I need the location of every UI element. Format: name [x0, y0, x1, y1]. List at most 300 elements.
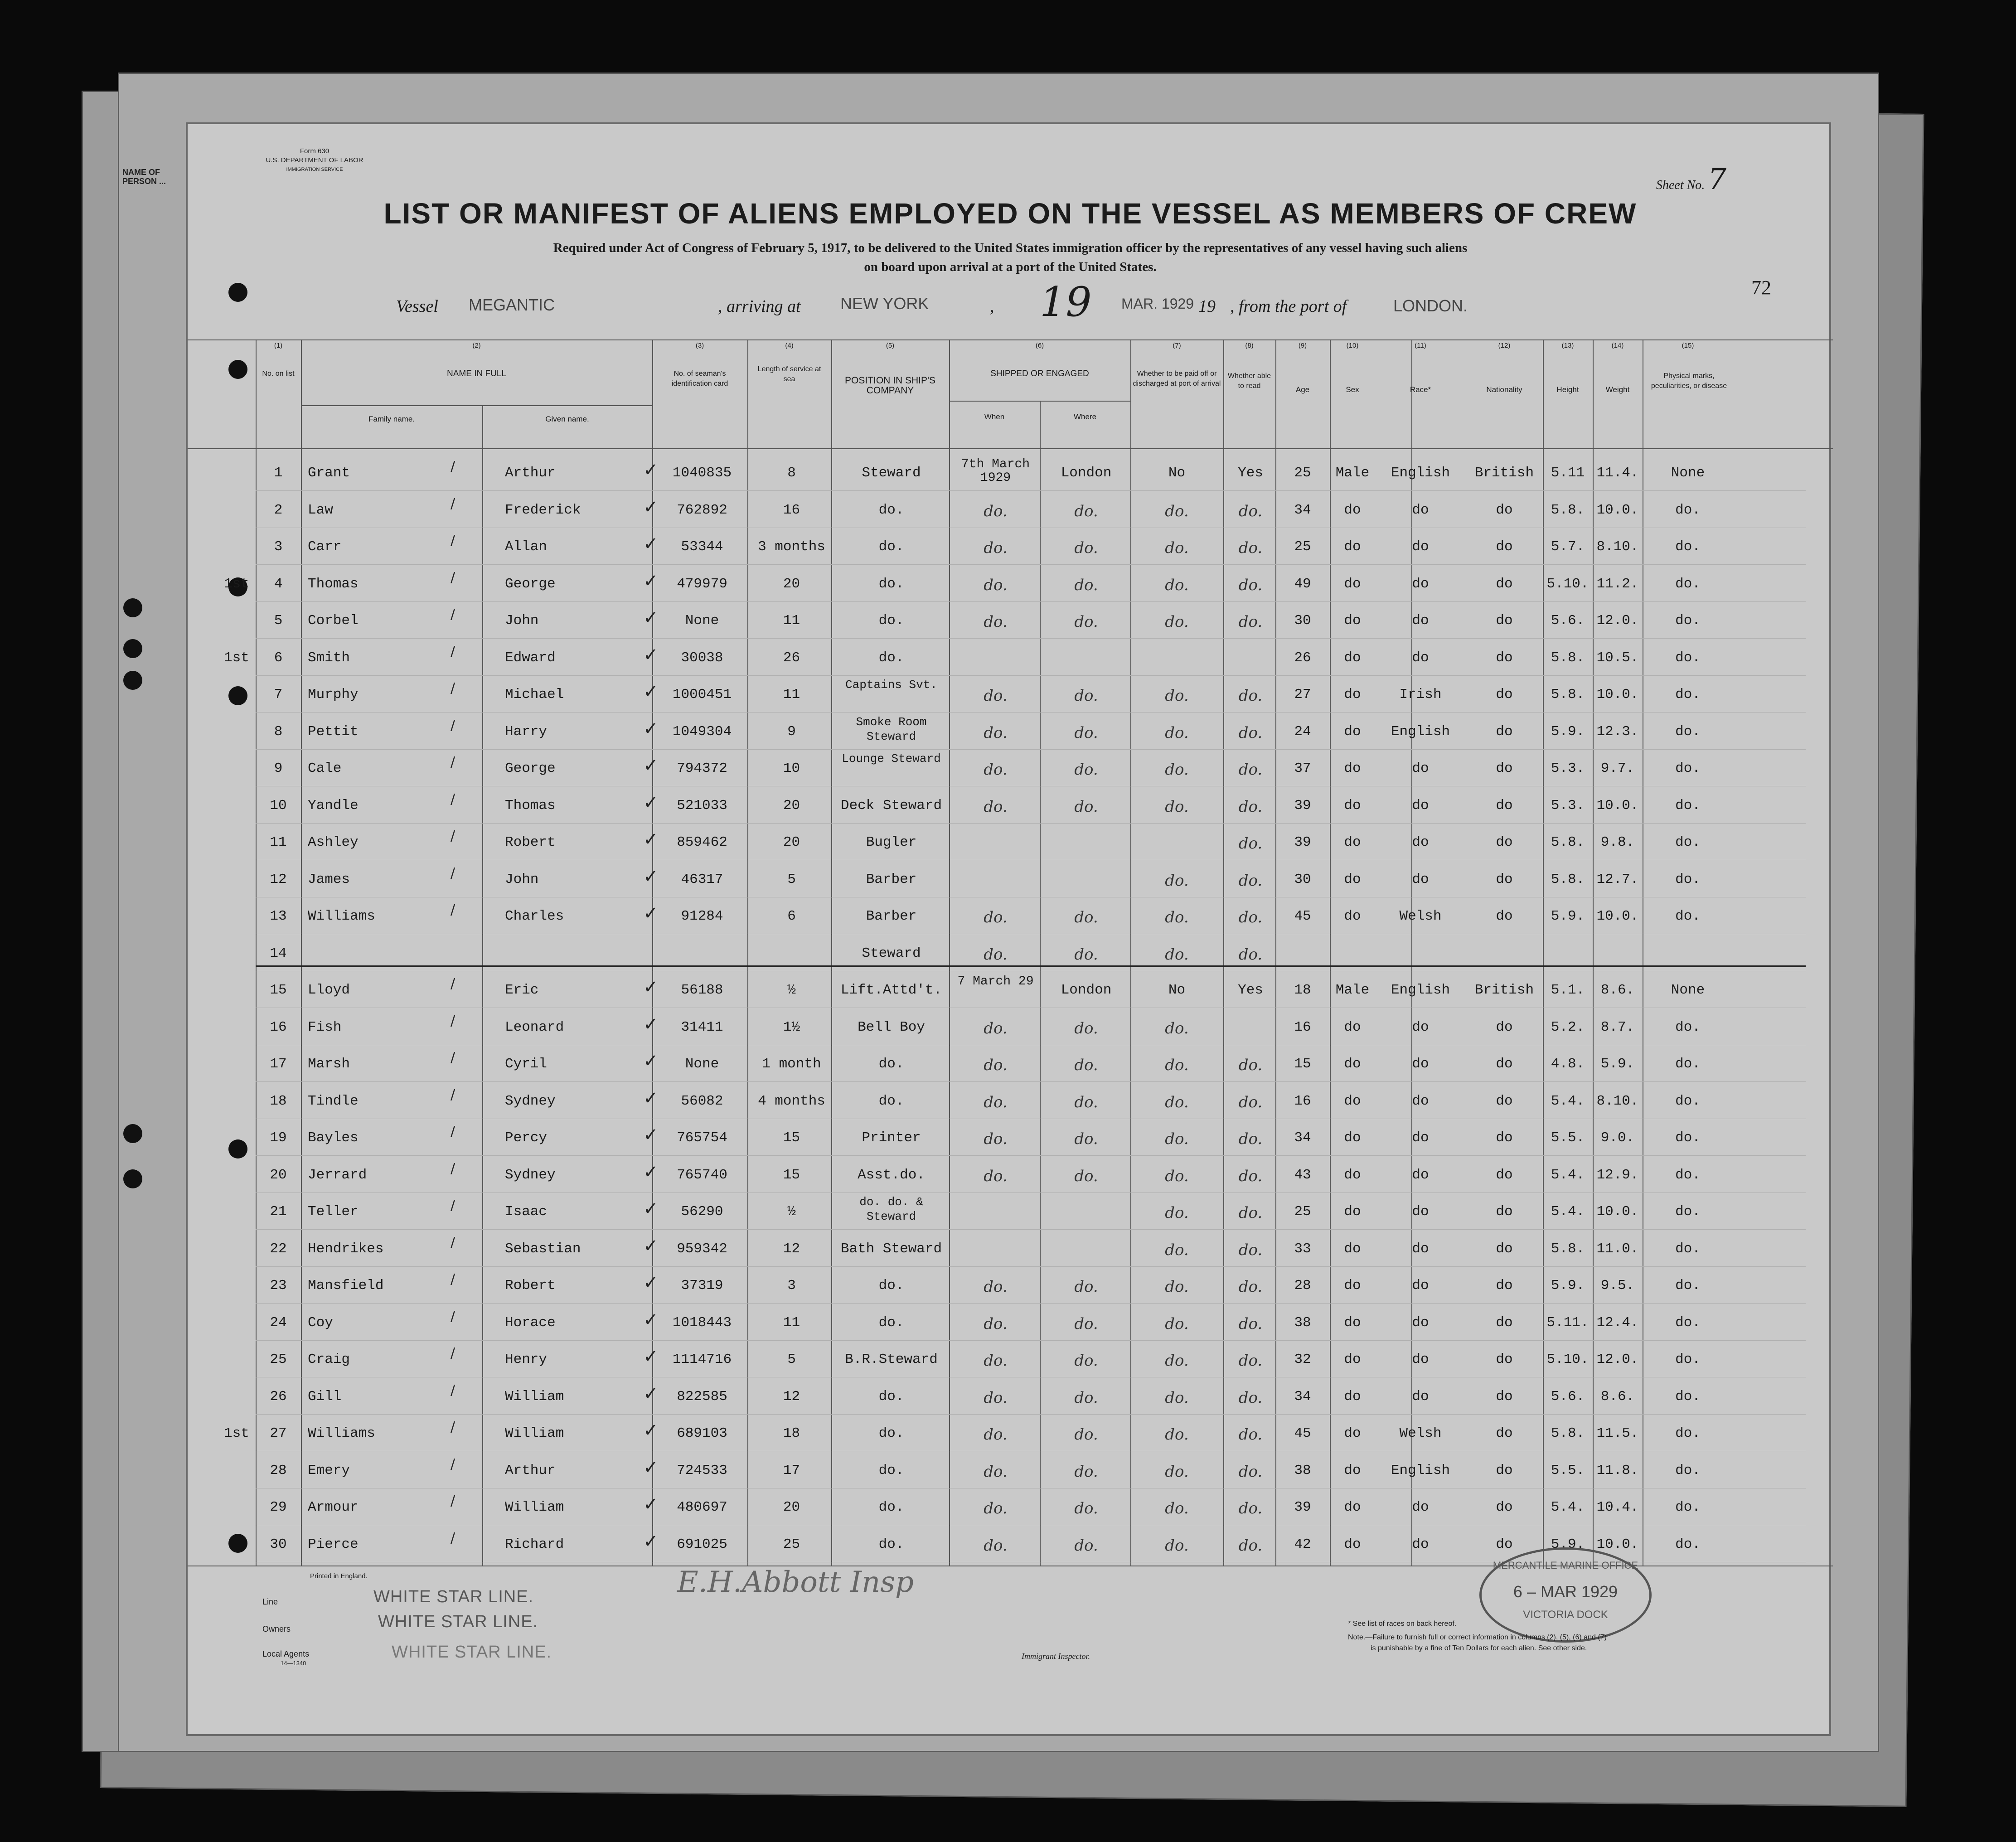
cell-card: 521033 — [677, 797, 727, 814]
check-mark-icon: ✓ — [643, 1051, 659, 1071]
cell-marks: do. — [1675, 1352, 1701, 1367]
cell-given: Richard — [505, 1536, 564, 1552]
cell-read: do. — [1238, 761, 1263, 779]
cell-where: do. — [1074, 723, 1098, 742]
cell-position: Captains Svt. — [845, 678, 937, 692]
cell-race: do — [1412, 1278, 1429, 1294]
cell-card: None — [685, 1056, 719, 1072]
agents-code: 14—1340 — [281, 1660, 306, 1667]
cell-sex: do — [1344, 613, 1361, 629]
cell-sex: Male — [1335, 982, 1370, 998]
line-value: WHITE STAR LINE. — [373, 1587, 534, 1606]
vessel-name: MEGANTIC — [469, 296, 555, 314]
check-mark-icon: ✓ — [643, 792, 659, 813]
cell-given: Sydney — [505, 1167, 556, 1183]
cell-height: 5.2. — [1551, 1019, 1585, 1035]
cell-read: do. — [1238, 1536, 1263, 1555]
footnote-races: * See list of races on back hereof. — [1348, 1620, 1457, 1628]
table-row — [188, 1268, 1833, 1304]
cell-height: 5.9. — [1551, 723, 1585, 740]
cell-no: 28 — [270, 1462, 287, 1478]
header-height: Height — [1556, 385, 1579, 394]
cell-no: 11 — [270, 834, 287, 850]
cell-no: 18 — [270, 1093, 287, 1109]
check-mark-icon: ✓ — [643, 496, 659, 518]
cell-height: 5.4. — [1551, 1167, 1585, 1183]
table-row — [188, 1046, 1833, 1082]
cell-service: 8 — [787, 465, 796, 481]
cell-sex: do — [1344, 1499, 1361, 1515]
cell-height: 5.8. — [1551, 1425, 1585, 1441]
cell-height: 5.3. — [1551, 797, 1585, 814]
cell-nat: do — [1496, 908, 1513, 924]
cell-service: 20 — [783, 797, 800, 814]
cell-given: Michael — [505, 687, 564, 703]
cell-weight: 9.7. — [1600, 761, 1635, 776]
tick-stroke-icon: / — [451, 569, 456, 586]
cell-race: do — [1412, 1499, 1429, 1515]
cell-paid: do. — [1165, 1130, 1189, 1148]
check-mark-icon: ✓ — [643, 1235, 659, 1256]
cell-weight: 9.5. — [1600, 1278, 1635, 1294]
cell-card: 53344 — [681, 539, 723, 555]
cell-marks: do. — [1675, 502, 1701, 518]
cell-read: do. — [1238, 945, 1263, 964]
table-header-rule — [188, 448, 1833, 449]
cell-given: Henry — [505, 1352, 548, 1367]
cell-when: 7 March 29 — [957, 975, 1034, 989]
cell-margin: 1st — [224, 576, 249, 592]
header-shipped: SHIPPED OR ENGAGED — [990, 369, 1089, 378]
cell-read: do. — [1238, 1130, 1263, 1148]
cell-age: 39 — [1294, 834, 1311, 850]
cell-when: do. — [984, 1019, 1008, 1037]
cell-no: 2 — [274, 502, 283, 518]
row-rule — [256, 1414, 1806, 1415]
row-rule — [256, 490, 1806, 491]
cell-service: 20 — [783, 834, 800, 850]
tick-stroke-icon: / — [451, 865, 456, 881]
cell-where: do. — [1074, 1167, 1098, 1185]
cell-card: 1049304 — [672, 723, 732, 740]
header-weight: Weight — [1605, 385, 1630, 394]
cell-service: 11 — [783, 687, 800, 703]
colnum-9: (9) — [1298, 342, 1307, 349]
cell-service: 15 — [783, 1130, 800, 1146]
cell-marks: do. — [1675, 1536, 1701, 1552]
cell-paid: do. — [1165, 761, 1189, 779]
cell-age: 26 — [1294, 650, 1311, 666]
side-scrap-label: NAME OF PERSON ... — [122, 168, 166, 186]
row-rule — [256, 638, 1806, 639]
cell-sex: do — [1344, 1536, 1361, 1552]
from-port: LONDON. — [1393, 296, 1468, 315]
cell-weight: 10.0. — [1596, 687, 1639, 703]
cell-nat: do — [1496, 576, 1513, 592]
cell-no: 14 — [270, 945, 287, 961]
cell-service: 18 — [783, 1425, 800, 1441]
cell-nat: do — [1496, 1019, 1513, 1035]
cell-weight: 11.5. — [1596, 1425, 1639, 1441]
cell-marks: None — [1671, 465, 1705, 481]
cell-race: English — [1391, 723, 1450, 740]
table-row — [188, 788, 1833, 824]
cell-race: do — [1412, 797, 1429, 814]
cell-where: do. — [1074, 797, 1098, 816]
cell-when: do. — [984, 1130, 1008, 1148]
table-row — [188, 1120, 1833, 1156]
cell-height: 5.5. — [1551, 1130, 1585, 1146]
header-position: POSITION IN SHIP'S COMPANY — [844, 375, 936, 396]
cell-read: do. — [1238, 576, 1263, 594]
cell-race: do — [1412, 834, 1429, 850]
cell-given: Eric — [505, 982, 539, 998]
cell-card: 1018443 — [672, 1314, 732, 1331]
cell-sex: do — [1344, 1019, 1361, 1035]
cell-read: do. — [1238, 1352, 1263, 1370]
cell-where: do. — [1074, 1499, 1098, 1517]
cell-read: do. — [1238, 1241, 1263, 1259]
cell-marks: do. — [1675, 1314, 1701, 1331]
tick-stroke-icon: / — [451, 1124, 456, 1139]
cell-nat: do — [1496, 723, 1513, 740]
cell-race: do — [1412, 761, 1429, 776]
cell-no: 30 — [270, 1536, 287, 1552]
cell-sex: do — [1344, 1093, 1361, 1109]
tick-stroke-icon: / — [451, 533, 456, 548]
cell-given: Harry — [505, 723, 548, 740]
cell-weight: 8.7. — [1600, 1019, 1635, 1035]
cell-height: 5.9. — [1551, 1278, 1585, 1294]
table-row — [188, 1305, 1833, 1341]
tick-stroke-icon: / — [451, 459, 456, 475]
cell-where: do. — [1074, 1536, 1098, 1555]
check-mark-icon: ✓ — [643, 1087, 659, 1109]
cell-nat: British — [1474, 982, 1534, 998]
cell-marks: do. — [1675, 1056, 1701, 1072]
punch-hole — [228, 360, 247, 379]
cell-age: 37 — [1294, 761, 1311, 776]
cell-age: 38 — [1294, 1314, 1311, 1331]
cell-weight: 5.9. — [1600, 1056, 1635, 1072]
cell-race: do — [1412, 539, 1429, 555]
cell-sex: do — [1344, 797, 1361, 814]
cell-marks: do. — [1675, 834, 1701, 850]
cell-when: do. — [984, 723, 1008, 742]
cell-family: Marsh — [308, 1056, 350, 1072]
table-row — [188, 492, 1833, 528]
cell-height: 5.9. — [1551, 908, 1585, 924]
cell-race: do — [1412, 502, 1429, 518]
cell-no: 12 — [270, 871, 287, 887]
cell-age: 42 — [1294, 1536, 1311, 1552]
stamp-date: 6 – MAR 1929 — [1513, 1582, 1618, 1601]
cell-service: 11 — [783, 1314, 800, 1331]
cell-given: Robert — [505, 1278, 556, 1294]
cell-marks: do. — [1675, 1278, 1701, 1294]
table-row — [188, 1489, 1833, 1526]
check-mark-icon: ✓ — [643, 570, 659, 591]
cell-sex: do — [1344, 650, 1361, 666]
cell-given: Sydney — [505, 1093, 556, 1109]
cell-height: 5.4. — [1551, 1499, 1585, 1515]
tick-stroke-icon: / — [451, 643, 456, 659]
table-row — [188, 455, 1833, 491]
punch-hole — [123, 639, 142, 658]
cell-position: Lounge Steward — [842, 752, 941, 766]
cell-height: 5.9. — [1551, 1536, 1585, 1552]
cell-family: Grant — [308, 465, 350, 481]
cell-family: Yandle — [308, 797, 359, 814]
cell-sex: do — [1344, 761, 1361, 776]
cell-card: 37319 — [681, 1278, 723, 1294]
cell-age: 16 — [1294, 1093, 1311, 1109]
cell-service: 1½ — [783, 1019, 800, 1035]
cell-nat: do — [1496, 539, 1513, 555]
cell-given: George — [505, 576, 556, 592]
cell-family: Craig — [308, 1352, 350, 1367]
cell-marks: do. — [1675, 650, 1701, 666]
cell-nat: do — [1496, 1536, 1513, 1552]
cell-when: do. — [984, 1056, 1008, 1074]
check-mark-icon: ✓ — [643, 755, 659, 776]
cell-given: Leonard — [505, 1019, 564, 1035]
tick-stroke-icon: / — [451, 1197, 456, 1213]
cell-read: do. — [1238, 502, 1263, 520]
cell-position: do. — [878, 650, 904, 666]
cell-sex: do — [1344, 723, 1361, 740]
cell-no: 3 — [274, 539, 283, 555]
cell-paid: do. — [1165, 1388, 1189, 1407]
tick-stroke-icon: / — [451, 1419, 456, 1435]
cell-family: Emery — [308, 1462, 350, 1478]
header-family-name: Family name. — [368, 415, 415, 423]
shipped-subheader-rule — [949, 401, 1130, 402]
cell-card: 765754 — [677, 1130, 727, 1146]
cell-read: do. — [1238, 687, 1263, 705]
cell-weight: 9.0. — [1600, 1130, 1635, 1146]
cell-race: do — [1412, 1130, 1429, 1146]
cell-height: 5.8. — [1551, 650, 1585, 666]
row-rule — [256, 1266, 1806, 1267]
cell-card: 762892 — [677, 502, 727, 518]
cell-no: 19 — [270, 1130, 287, 1146]
cell-age: 45 — [1294, 908, 1311, 924]
cell-age: 34 — [1294, 1130, 1311, 1146]
cell-given: Sebastian — [505, 1241, 581, 1257]
cell-age: 24 — [1294, 723, 1311, 740]
owners-label: Owners — [262, 1624, 291, 1634]
tick-stroke-icon: / — [451, 1493, 456, 1509]
cell-race: do — [1412, 1056, 1429, 1072]
cell-nat: do — [1496, 613, 1513, 629]
cell-marks: do. — [1675, 908, 1701, 924]
cell-weight: 10.0. — [1596, 1536, 1639, 1552]
cell-position: do. — [878, 1278, 904, 1294]
check-mark-icon: ✓ — [643, 903, 659, 924]
cell-margin: 1st — [224, 1425, 249, 1441]
cell-service: 12 — [783, 1388, 800, 1405]
tick-stroke-icon: / — [451, 717, 456, 733]
cell-given: Arthur — [505, 1462, 556, 1478]
cell-nat: do — [1496, 1314, 1513, 1331]
check-mark-icon: ✓ — [643, 1198, 659, 1219]
cell-no: 22 — [270, 1241, 287, 1257]
check-mark-icon: ✓ — [643, 1457, 659, 1478]
cell-where: London — [1061, 982, 1112, 998]
cell-sex: do — [1344, 502, 1361, 518]
cell-height: 5.11 — [1551, 465, 1585, 481]
header-given-name: Given name. — [545, 415, 589, 423]
cell-where: do. — [1074, 1093, 1098, 1111]
cell-nat: do — [1496, 650, 1513, 666]
table-row — [188, 751, 1833, 787]
cell-sex: do — [1344, 1314, 1361, 1331]
cell-no: 23 — [270, 1278, 287, 1294]
cell-read: Yes — [1238, 465, 1263, 481]
cell-position: do. — [878, 1425, 904, 1441]
cell-service: 4 months — [758, 1093, 825, 1109]
cell-service: 5 — [787, 1352, 796, 1367]
cell-weight: 12.4. — [1596, 1314, 1639, 1331]
colnum-1: (1) — [274, 342, 283, 349]
cell-when: do. — [984, 1314, 1008, 1333]
cell-given: Charles — [505, 908, 564, 924]
table-row — [188, 898, 1833, 935]
cell-position: do. — [878, 1388, 904, 1405]
cell-card: 859462 — [677, 834, 727, 850]
cell-service: 1 month — [762, 1056, 821, 1072]
cell-nat: do — [1496, 1241, 1513, 1257]
cell-sex: do — [1344, 871, 1361, 887]
cell-where: do. — [1074, 908, 1098, 926]
cell-card: 56290 — [681, 1204, 723, 1220]
cell-nat: do — [1496, 797, 1513, 814]
cell-position: B.R.Steward — [845, 1352, 938, 1367]
cell-where: do. — [1074, 1056, 1098, 1074]
check-mark-icon: ✓ — [643, 1161, 659, 1183]
cell-weight: 11.0. — [1596, 1241, 1639, 1257]
cell-weight: 8.6. — [1600, 982, 1635, 998]
cell-when: do. — [984, 797, 1008, 816]
cell-service: 17 — [783, 1462, 800, 1478]
cell-family: Pettit — [308, 723, 359, 740]
cell-race: Welsh — [1399, 1425, 1442, 1441]
cell-position: do. — [878, 613, 904, 629]
cell-sex: do — [1344, 1278, 1361, 1294]
cell-card: 724533 — [677, 1462, 727, 1478]
cell-when: do. — [984, 908, 1008, 926]
cell-marks: do. — [1675, 1462, 1701, 1478]
cell-nat: do — [1496, 687, 1513, 703]
cell-age: 25 — [1294, 465, 1311, 481]
table-row — [188, 529, 1833, 565]
cell-position: do. — [878, 539, 904, 555]
row-rule — [256, 1229, 1806, 1230]
row-rule — [256, 712, 1806, 713]
cell-height: 5.8. — [1551, 871, 1585, 887]
agents-label: Local Agents — [262, 1649, 310, 1658]
cell-sex: do — [1344, 1462, 1361, 1478]
cell-no: 1 — [274, 465, 283, 481]
cell-sex: Male — [1335, 465, 1370, 481]
cell-height: 5.10. — [1546, 576, 1589, 592]
table-row — [188, 1194, 1833, 1230]
cell-service: ½ — [787, 1204, 796, 1220]
table-row — [188, 862, 1833, 898]
cell-where: do. — [1074, 1462, 1098, 1481]
cell-marks: do. — [1675, 1499, 1701, 1515]
cell-race: do — [1412, 1536, 1429, 1552]
cell-sex: do — [1344, 1167, 1361, 1183]
cell-paid: do. — [1165, 1019, 1189, 1037]
cell-race: do — [1412, 1352, 1429, 1367]
tick-stroke-icon: / — [451, 1308, 456, 1324]
cell-sex: do — [1344, 1352, 1361, 1367]
manifest-page — [186, 122, 1831, 1736]
cell-read: do. — [1238, 871, 1263, 890]
cell-weight: 11.8. — [1596, 1462, 1639, 1478]
from-label: , from the port of — [1230, 297, 1347, 316]
cell-sex: do — [1344, 1425, 1361, 1441]
cell-given: Robert — [505, 834, 556, 850]
colnum-15: (15) — [1682, 342, 1694, 349]
cell-read: do. — [1238, 613, 1263, 631]
cell-family: Tindle — [308, 1093, 359, 1109]
cell-nat: do — [1496, 1130, 1513, 1146]
check-mark-icon: ✓ — [643, 1013, 659, 1035]
cell-race: do — [1412, 650, 1429, 666]
cell-paid: do. — [1165, 1499, 1189, 1517]
cell-family: Teller — [308, 1204, 359, 1220]
cell-marks: do. — [1675, 1130, 1701, 1146]
table-row — [188, 677, 1833, 713]
cell-when: do. — [984, 539, 1008, 557]
header-nationality: Nationality — [1486, 385, 1522, 394]
cell-age: 49 — [1294, 576, 1311, 592]
cell-card: 691025 — [677, 1536, 727, 1552]
cell-card: 959342 — [677, 1241, 727, 1257]
cell-where: do. — [1074, 576, 1098, 594]
cell-height: 5.8. — [1551, 687, 1585, 703]
cell-where: do. — [1074, 687, 1098, 705]
cell-age: 15 — [1294, 1056, 1311, 1072]
row-rule — [256, 823, 1806, 824]
cell-card: 1040835 — [672, 465, 732, 481]
table-row — [188, 1415, 1833, 1452]
cell-nat: do — [1496, 1499, 1513, 1515]
arriving-label: , arriving at — [718, 297, 801, 316]
table-row — [188, 1157, 1833, 1193]
cell-service: 20 — [783, 1499, 800, 1515]
cell-family: Armour — [308, 1499, 359, 1515]
check-mark-icon: ✓ — [643, 644, 659, 665]
cell-age: 34 — [1294, 1388, 1311, 1405]
cell-family: James — [308, 871, 350, 887]
table-row — [188, 824, 1833, 861]
cell-read: do. — [1238, 1499, 1263, 1517]
cell-age: 25 — [1294, 539, 1311, 555]
cell-marks: do. — [1675, 1167, 1701, 1183]
cell-weight: 12.7. — [1596, 871, 1639, 887]
cell-sex: do — [1344, 1388, 1361, 1405]
cell-nat: do — [1496, 1388, 1513, 1405]
cell-weight: 12.0. — [1596, 1352, 1639, 1367]
header-id-card: No. of seaman's identification card — [671, 370, 728, 388]
cell-given: Thomas — [505, 797, 556, 814]
cell-height: 5.6. — [1551, 1388, 1585, 1405]
cell-position: do. — [878, 1093, 904, 1109]
